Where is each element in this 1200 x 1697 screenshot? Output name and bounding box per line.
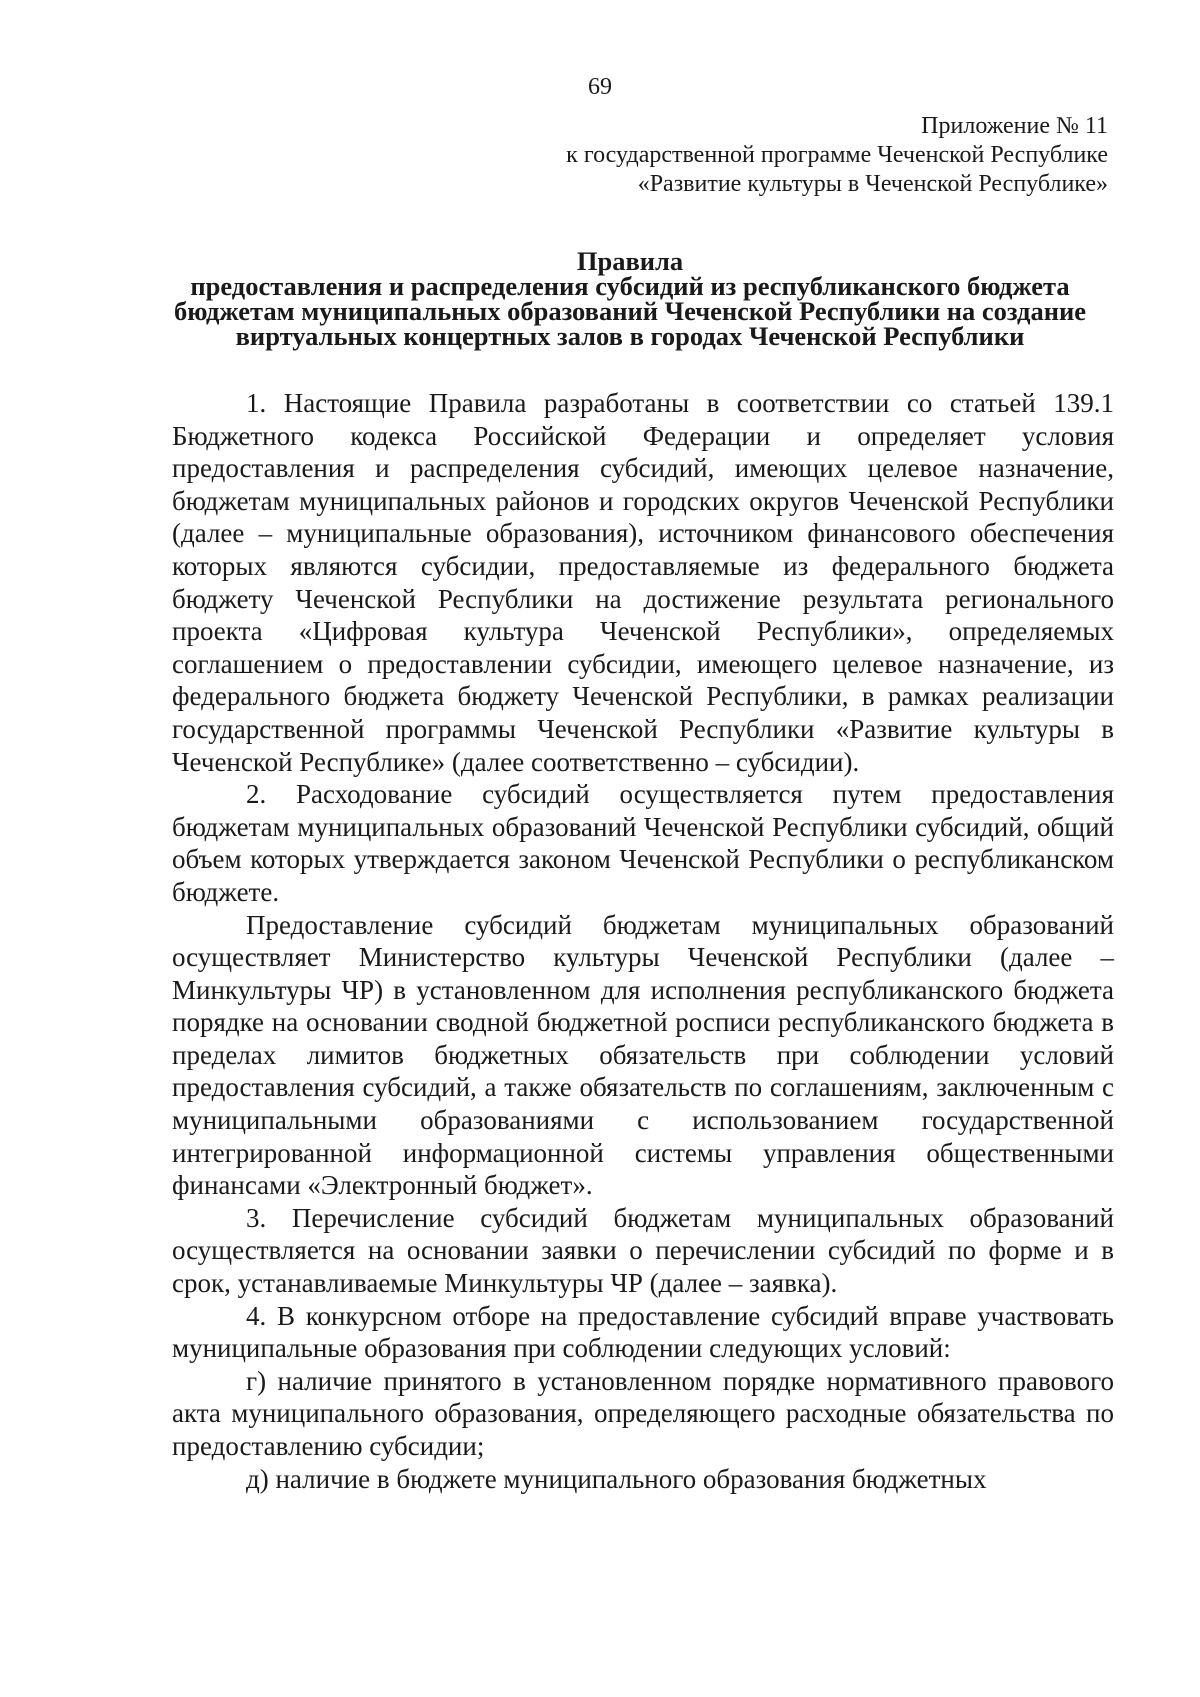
paragraph-4-item-g: г) наличие принятого в установленном порядке нормативного правового акта муниципального образования, определяющего расходные обязательства по предоставлению субсидии; bbox=[172, 1365, 1114, 1461]
appendix-program-line: к государственной программе Чеченской Республике bbox=[566, 142, 1108, 168]
paragraph-2: 2. Расходование субсидий осуществляется путем предоставления бюджетам муниципальных образований Чеченской Республики субсидий, общий объем которых утверждается законом Чеченской Республики о республиканском бюджете. bbox=[172, 779, 1114, 907]
appendix-header bbox=[408, 112, 1108, 199]
title-heading: Правила bbox=[576, 246, 684, 276]
title-line-2: бюджетам муниципальных образований Чеченской Республики на создание bbox=[173, 296, 1087, 326]
appendix-program-name: «Развитие культуры в Чеченской Республике» bbox=[637, 171, 1108, 197]
document-body bbox=[172, 387, 1114, 1495]
paragraph-3: 3. Перечисление субсидий бюджетам муниципальных образований осуществляется на основании заявки о перечислении субсидий по форме и в срок, устанавливаемые Минкультуры ЧР (далее – заявка). bbox=[172, 1202, 1114, 1299]
document-title bbox=[160, 246, 1100, 351]
appendix-number: Приложение № 11 bbox=[921, 113, 1108, 139]
title-line-3: виртуальных концертных залов в городах Чеченской Республики bbox=[235, 321, 1025, 351]
paragraph-4: 4. В конкурсном отборе на предоставление субсидий вправе участвовать муниципальные образования при соблюдении следующих условий: bbox=[172, 1300, 1114, 1364]
paragraph-1: 1. Настоящие Правила разработаны в соответствии со статьей 139.1 Бюджетного кодекса Российской Федерации и определяет условия предоставления и распределения субсидий, имеющих целевое назначение, бюджетам муниципальных районов и городских округов Чеченской Республики (далее – муниципальные образования), источником финансового обеспечения которых являются субсидии, предоставляемые из федерального бюджета бюджету Чеченской Республики на достижение результата регионального проекта «Цифровая культура Чеченской Республики», определяемых соглашением о предоставлении субсидии, имеющего целевое назначение, из федерального бюджета бюджету Чеченской Республики, в рамках реализации государственной программы Чеченской Республики «Развитие культуры в Чеченской Республике» (далее соответственно – субсидии). bbox=[172, 388, 1114, 777]
title-line-1: предоставления и распределения субсидий из республиканского бюджета bbox=[190, 271, 1070, 301]
paragraph-4-item-d: д) наличие в бюджете муниципального образования бюджетных bbox=[246, 1463, 987, 1494]
page-number: 69 bbox=[588, 74, 612, 100]
paragraph-2-continued: Предоставление субсидий бюджетам муниципальных образований осуществляет Министерство культуры Чеченской Республики (далее – Минкультуры ЧР) в установленном для исполнения республиканского бюджета порядке на основании сводной бюджетной росписи республиканского бюджета в пределах лимитов бюджетных обязательств при соблюдении условий предоставления субсидий, а также обязательств по соглашениям, заключенным с муниципальными образованиями с использованием государственной интегрированной информационной системы управления общественными финансами «Электронный бюджет». bbox=[172, 909, 1114, 1201]
